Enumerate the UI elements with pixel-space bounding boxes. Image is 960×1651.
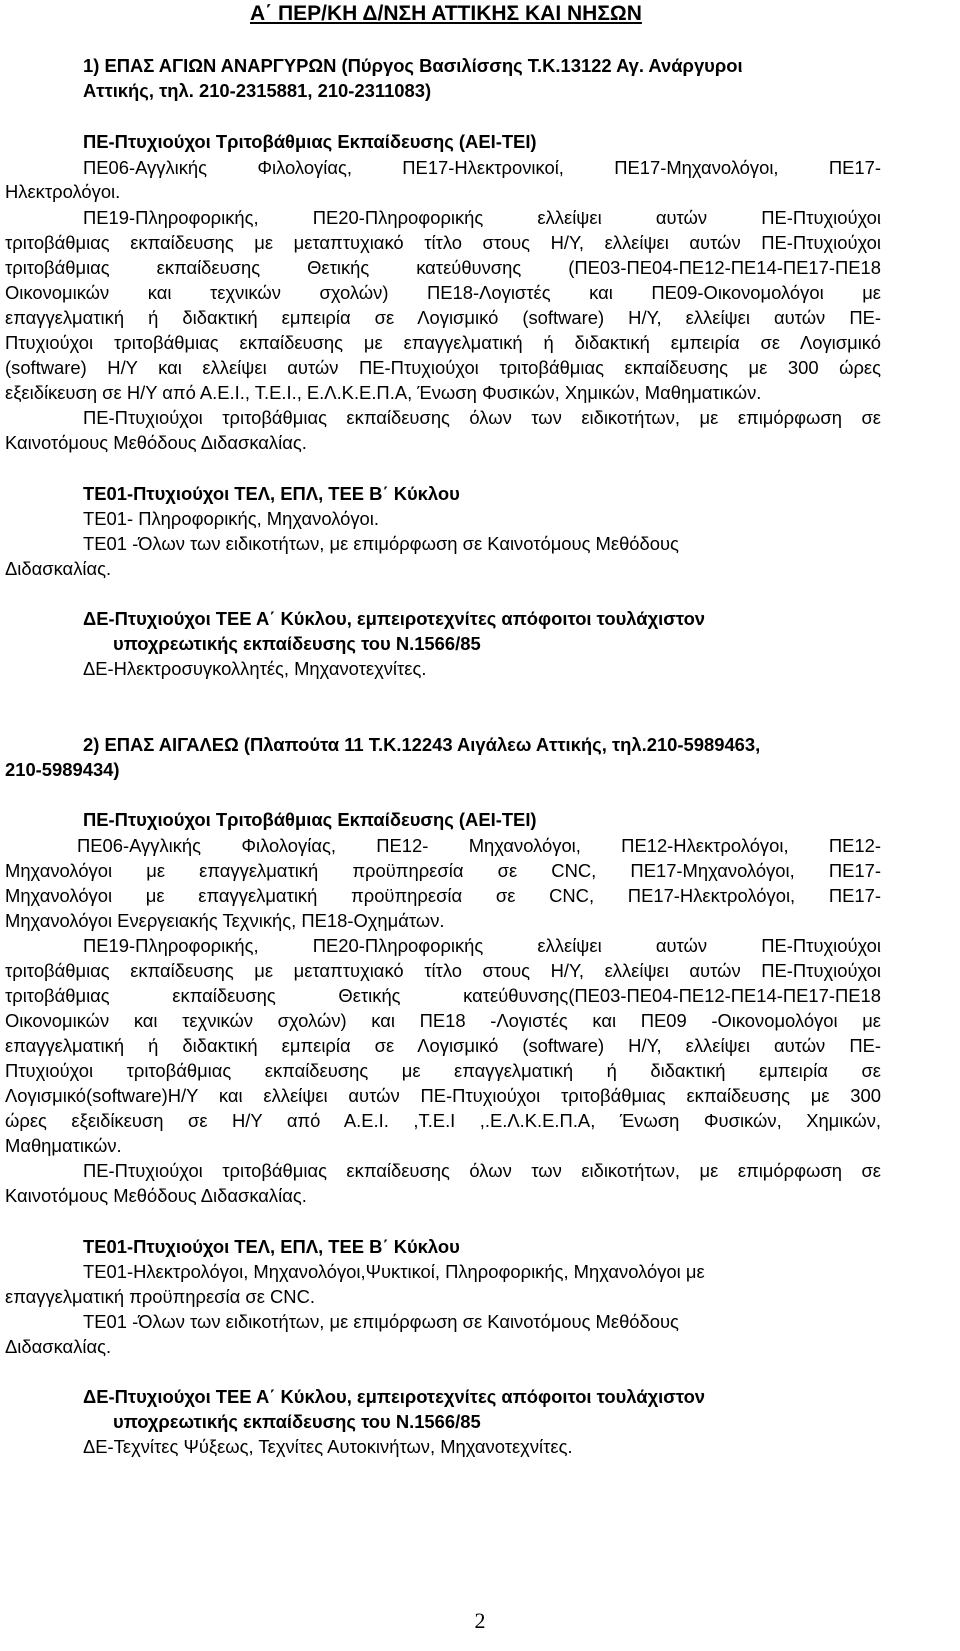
school-2-de-heading: ΔΕ-Πτυχιούχοι ΤΕΕ Α΄ Κύκλου, εμπειροτεχνίτες απόφοιτοι τουλάχιστον	[83, 1386, 706, 1407]
school-1-pe-text-line: τριτοβάθμιας εκπαίδευσης με μεταπτυχιακό τίτλο στους Η/Υ, ελλείψει αυτών ΠΕ-Πτυχιούχοι	[5, 232, 881, 253]
school-2-de-heading-cont: υποχρεωτικής εκπαίδευσης του Ν.1566/85	[113, 1411, 481, 1432]
school-2-pe-text-line: ώρες εξειδίκευση σε Η/Υ από Α.Ε.Ι. ,Τ.Ε.Ι ,.Ε.Λ.Κ.Ε.Π.Α, Ένωση Φυσικών, Χημικών,	[5, 1110, 881, 1131]
school-1-pe-text-line: ΠΕ06-Αγγλικής Φιλολογίας, ΠΕ17-Ηλεκτρονικοί, ΠΕ17-Μηχανολόγοι, ΠΕ17-	[83, 157, 881, 178]
school-2-pe-text-line: ΠΕ06-Αγγλικής Φιλολογίας, ΠΕ12- Μηχανολόγοι, ΠΕ12-Ηλεκτρολόγοι, ΠΕ12-	[77, 835, 881, 856]
school-1-te-heading: ΤΕ01-Πτυχιούχοι ΤΕΛ, ΕΠΛ, ΤΕΕ Β΄ Κύκλου	[83, 483, 460, 504]
school-1-te-text-line: Διδασκαλίας.	[5, 558, 112, 579]
school-1-pe-text-line: τριτοβάθμιας εκπαίδευσης Θετικής κατεύθυνσης (ΠΕ03-ΠΕ04-ΠΕ12-ΠΕ14-ΠΕ17-ΠΕ18	[5, 257, 881, 278]
school-1-pe-text-line: ΠΕ19-Πληροφορικής, ΠΕ20-Πληροφορικής ελλείψει αυτών ΠΕ-Πτυχιούχοι	[83, 207, 881, 228]
school-2-pe-text-line: Καινοτόμους Μεθόδους Διδασκαλίας.	[5, 1185, 307, 1206]
school-2-pe-text-line: Μαθηματικών.	[5, 1135, 122, 1156]
school-2-pe-text-line: ΠΕ19-Πληροφορικής, ΠΕ20-Πληροφορικής ελλείψει αυτών ΠΕ-Πτυχιούχοι	[83, 935, 881, 956]
school-2-pe-heading: ΠΕ-Πτυχιούχοι Τριτοβάθμιας Εκπαίδευσης (ΑΕΙ-ΤΕΙ)	[83, 809, 537, 830]
school-1-te-text-line: ΤΕ01- Πληροφορικής, Μηχανολόγοι.	[83, 508, 379, 529]
school-2-heading: 2) ΕΠΑΣ ΑΙΓΑΛΕΩ (Πλαπούτα 11 Τ.Κ.12243 Αιγάλεω Αττικής, τηλ.210-5989463,	[83, 734, 761, 755]
page-number: 2	[474, 1608, 486, 1633]
school-1-pe-text-line: Οικονομικών και τεχνικών σχολών) ΠΕ18-Λογιστές και ΠΕ09-Οικονομολόγοι με	[5, 282, 881, 303]
school-2-pe-text-line: τριτοβάθμιας εκπαίδευσης Θετικής κατεύθυνσης(ΠΕ03-ΠΕ04-ΠΕ12-ΠΕ14-ΠΕ17-ΠΕ18	[5, 985, 881, 1006]
school-2-pe-text-line: επαγγελματική ή διδακτική εμπειρία σε Λογισμικό (software) Η/Υ, ελλείψει αυτών ΠΕ-	[5, 1035, 881, 1056]
school-1-pe-heading: ΠΕ-Πτυχιούχοι Τριτοβάθμιας Εκπαίδευσης (ΑΕΙ-ΤΕΙ)	[83, 131, 537, 152]
school-1-pe-text-line: Πτυχιούχοι τριτοβάθμιας εκπαίδευσης με επαγγελματική ή διδακτική εμπειρία σε Λογισμικό	[5, 332, 881, 353]
school-2-pe-text-line: Πτυχιούχοι τριτοβάθμιας εκπαίδευσης με επαγγελματική ή διδακτική εμπειρία σε	[5, 1060, 881, 1081]
school-1-pe-text-line: ΠΕ-Πτυχιούχοι τριτοβάθμιας εκπαίδευσης όλων των ειδικοτήτων, με επιμόρφωση σε	[83, 407, 881, 428]
school-2-te-heading: ΤΕ01-Πτυχιούχοι ΤΕΛ, ΕΠΛ, ΤΕΕ Β΄ Κύκλου	[83, 1236, 460, 1257]
school-2-te-text-line: Διδασκαλίας.	[5, 1336, 112, 1357]
school-1-heading: 1) ΕΠΑΣ ΑΓΙΩΝ ΑΝΑΡΓΥΡΩΝ (Πύργος Βασιλίσσης Τ.Κ.13122 Αγ. Ανάργυροι	[83, 55, 743, 76]
school-1-pe-text-line: επαγγελματική ή διδακτική εμπειρία σε Λογισμικό (software) Η/Υ, ελλείψει αυτών ΠΕ-	[5, 307, 881, 328]
school-2-te-text-line: επαγγελματική προϋπηρεσία σε CNC.	[5, 1286, 315, 1307]
school-1-pe-text-line: Καινοτόμους Μεθόδους Διδασκαλίας.	[5, 432, 307, 453]
page-title: Α΄ ΠΕΡ/ΚΗ Δ/ΝΣΗ ΑΤΤΙΚΗΣ ΚΑΙ ΝΗΣΩΝ	[250, 2, 642, 25]
school-2-te-text-line: ΤΕ01-Ηλεκτρολόγοι, Μηχανολόγοι,Ψυκτικοί, Πληροφορικής, Μηχανολόγοι με	[83, 1261, 705, 1282]
school-1-pe-text-line: εξειδίκευση σε Η/Υ από Α.Ε.Ι., Τ.Ε.Ι., Ε.Λ.Κ.Ε.Π.Α, Ένωση Φυσικών, Χημικών, Μαθηματικών.	[5, 382, 762, 403]
school-1-pe-text-line: (software) Η/Υ και ελλείψει αυτών ΠΕ-Πτυχιούχοι τριτοβάθμιας εκπαίδευσης με 300 ώρες	[5, 357, 881, 378]
school-2-pe-text-line: Μηχανολόγοι με επαγγελματική προϋπηρεσία σε CNC, ΠΕ17-Ηλεκτρολόγοι, ΠΕ17-	[5, 885, 881, 906]
school-1-pe-text-line: Ηλεκτρολόγοι.	[5, 181, 121, 202]
school-1-te-text-line: ΤΕ01 -Όλων των ειδικοτήτων, με επιμόρφωση σε Καινοτόμους Μεθόδους	[83, 533, 679, 554]
school-2-pe-text-line: Μηχανολόγοι Ενεργειακής Τεχνικής, ΠΕ18-Οχημάτων.	[5, 910, 445, 931]
school-2-de-text-line: ΔΕ-Τεχνίτες Ψύξεως, Τεχνίτες Αυτοκινήτων, Μηχανοτεχνίτες.	[83, 1436, 573, 1457]
school-1-heading-cont: Αττικής, τηλ. 210-2315881, 210-2311083)	[83, 80, 432, 101]
school-2-pe-text-line: τριτοβάθμιας εκπαίδευσης με μεταπτυχιακό τίτλο στους Η/Υ, ελλείψει αυτών ΠΕ-Πτυχιούχοι	[5, 960, 881, 981]
school-2-pe-text-line: Λογισμικό(software)Η/Υ και ελλείψει αυτών ΠΕ-Πτυχιούχοι τριτοβάθμιας εκπαίδευσης με 300	[5, 1085, 881, 1106]
school-1-de-heading: ΔΕ-Πτυχιούχοι ΤΕΕ Α΄ Κύκλου, εμπειροτεχνίτες απόφοιτοι τουλάχιστον	[83, 608, 706, 629]
school-2-pe-text-line: Οικονομικών και τεχνικών σχολών) και ΠΕ18 -Λογιστές και ΠΕ09 -Οικονομολόγοι με	[5, 1010, 881, 1031]
school-2-pe-text-line: ΠΕ-Πτυχιούχοι τριτοβάθμιας εκπαίδευσης όλων των ειδικοτήτων, με επιμόρφωση σε	[83, 1160, 881, 1181]
school-2-pe-text-line: Μηχανολόγοι με επαγγελματική προϋπηρεσία σε CNC, ΠΕ17-Μηχανολόγοι, ΠΕ17-	[5, 860, 881, 881]
school-1-de-heading-cont: υποχρεωτικής εκπαίδευσης του Ν.1566/85	[113, 633, 481, 654]
school-2-te-text-line: ΤΕ01 -Όλων των ειδικοτήτων, με επιμόρφωση σε Καινοτόμους Μεθόδους	[83, 1311, 679, 1332]
school-1-de-text-line: ΔΕ-Ηλεκτροσυγκολλητές, Μηχανοτεχνίτες.	[83, 658, 427, 679]
school-2-heading-cont: 210-5989434)	[5, 759, 120, 780]
